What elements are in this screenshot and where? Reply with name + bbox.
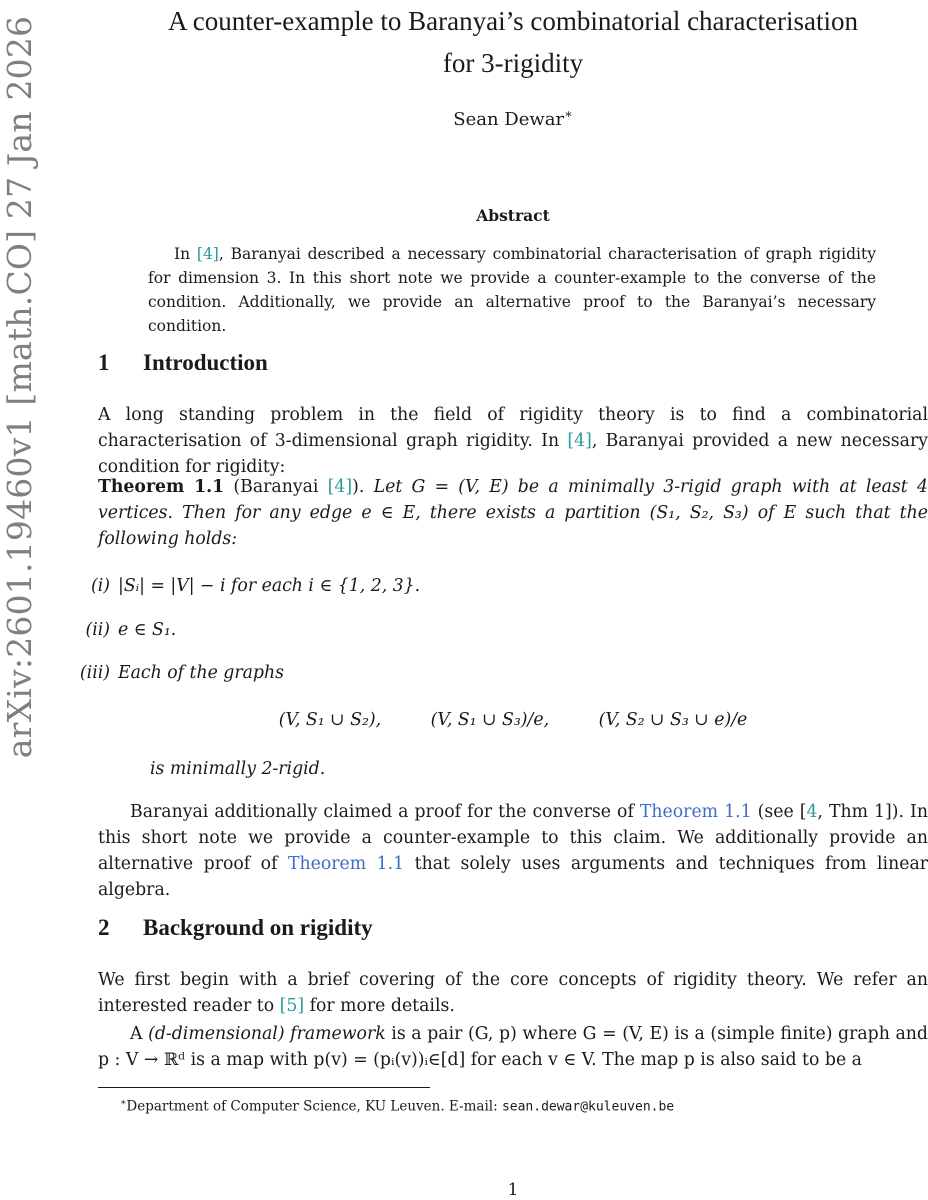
background-paragraph-2 xyxy=(98,1021,928,1073)
author-name xyxy=(98,106,928,130)
intro-p2-text-d: that solely uses arguments and techniques from linear algebra. xyxy=(98,854,928,900)
intro-paragraph-1 xyxy=(98,402,928,480)
paper-title-line-2: for 3-rigidity xyxy=(442,48,584,78)
footnote-email[interactable]: sean.dewar@kuleuven.be xyxy=(501,1099,675,1115)
intro-citation-link[interactable]: [4] xyxy=(567,431,592,451)
display-graph-2: (V, S₁ ∪ S₃)/e, xyxy=(430,710,550,730)
intro-p1-text-b: , Baranyai provided a new necessary condition for rigidity: xyxy=(98,431,928,477)
theorem-citation-link[interactable]: [4] xyxy=(327,477,353,497)
theorem-item-ii-text: e ∈ S₁. xyxy=(118,620,177,640)
theorem-item-i-label: (i) xyxy=(90,576,110,596)
paper-title-line-1: A counter-example to Baranyai’s combinatorial characterisation xyxy=(168,6,858,36)
page-number: 1 xyxy=(507,1180,519,1200)
theorem-attribution-a: (Baranyai xyxy=(224,477,328,497)
abstract-heading: Abstract xyxy=(476,206,550,225)
section-1-number: 1 xyxy=(98,350,110,375)
footnote-mark: ∗ xyxy=(120,1097,127,1108)
paper-title xyxy=(98,0,928,84)
intro-p2-citation-link[interactable]: 4 xyxy=(806,802,818,822)
display-equation xyxy=(98,707,928,733)
display-graph-3: (V, S₂ ∪ S₃ ∪ e)/e xyxy=(598,710,748,730)
section-1-title: Introduction xyxy=(143,350,268,375)
background-paragraph-1 xyxy=(98,967,928,1019)
intro-p1-text-a: A long standing problem in the field of rigidity theory is to find a combinatorial characterisation of 3-dimensional graph rigidity. In xyxy=(98,405,928,451)
author-text: Sean Dewar xyxy=(453,109,565,130)
theorem-reference-link-1[interactable]: Theorem 1.1 xyxy=(639,802,752,822)
theorem-item-iii-label: (iii) xyxy=(79,663,110,683)
section-2-title: Background on rigidity xyxy=(143,915,373,940)
theorem-statement: Let G = (V, E) be a minimally 3-rigid graph with at least 4 vertices. Then for any edge e ∈ E, there exists a partition (S₁, S₂, S₃) of E such that the following holds: xyxy=(98,477,928,549)
footnote-text: Department of Computer Science, KU Leuven. E-mail: xyxy=(126,1098,502,1115)
display-graph-1: (V, S₁ ∪ S₂), xyxy=(278,710,382,730)
theorem-closing: is minimally 2-rigid. xyxy=(150,759,326,779)
abstract-citation-link[interactable]: [4] xyxy=(196,245,219,263)
intro-paragraph-2 xyxy=(98,799,928,903)
abstract-body xyxy=(148,242,876,338)
theorem-attribution-b: ). xyxy=(352,477,374,497)
theorem-item-i-text: |Sᵢ| = |V| − i for each i ∈ {1, 2, 3}. xyxy=(118,576,421,596)
intro-p2-text-c: , Thm 1]). In this short note we provide a counter-example to this claim. We additionally provide an alternative proof of xyxy=(98,802,928,874)
section-2-heading xyxy=(98,915,373,941)
theorem-item-i xyxy=(66,573,420,599)
framework-definition-term: (d-dimensional) framework xyxy=(148,1024,386,1044)
theorem-item-ii-label: (ii) xyxy=(85,620,110,640)
theorem-item-iii xyxy=(66,660,284,686)
background-citation-link[interactable]: [5] xyxy=(279,996,305,1016)
theorem-reference-link-2[interactable]: Theorem 1.1 xyxy=(287,854,405,874)
background-p1-text-b: for more details. xyxy=(304,996,455,1016)
theorem-1-1 xyxy=(98,474,928,552)
section-2-number: 2 xyxy=(98,915,110,940)
theorem-item-iii-text: Each of the graphs xyxy=(118,663,284,683)
section-1-heading xyxy=(98,350,268,376)
footnote xyxy=(120,1092,674,1119)
abstract-text: , Baranyai described a necessary combinatorial characterisation of graph rigidity for dimension 3. In this short note we provide a counter-example to the converse of the condition. Additionally, we provide an alternative proof to the Baranyai’s necessary condition. xyxy=(148,245,876,335)
theorem-heading: Theorem 1.1 xyxy=(98,477,225,497)
footnote-divider xyxy=(98,1087,430,1088)
intro-p2-text-b: (see [ xyxy=(751,802,807,822)
background-p2-text-a: A xyxy=(130,1024,149,1044)
intro-p2-text-a: Baranyai additionally claimed a proof for the converse of xyxy=(130,802,640,822)
author-footnote-mark: ∗ xyxy=(564,106,573,121)
background-p1-text-a: We first begin with a brief covering of the core concepts of rigidity theory. We refer an interested reader to xyxy=(98,970,928,1016)
theorem-item-ii xyxy=(66,617,176,643)
background-p2-text-b: is a pair (G, p) where G = (V, E) is a (simple finite) graph and p : V → ℝᵈ is a map with p(v) = (pᵢ(v))ᵢ∈[d] for each v ∈ V. The map p is also said to be a xyxy=(98,1024,928,1070)
arxiv-identifier-sidebar: arXiv:2601.19460v1 [math.CO] 27 Jan 2026 xyxy=(0,15,39,759)
abstract-pre: In xyxy=(174,245,197,263)
